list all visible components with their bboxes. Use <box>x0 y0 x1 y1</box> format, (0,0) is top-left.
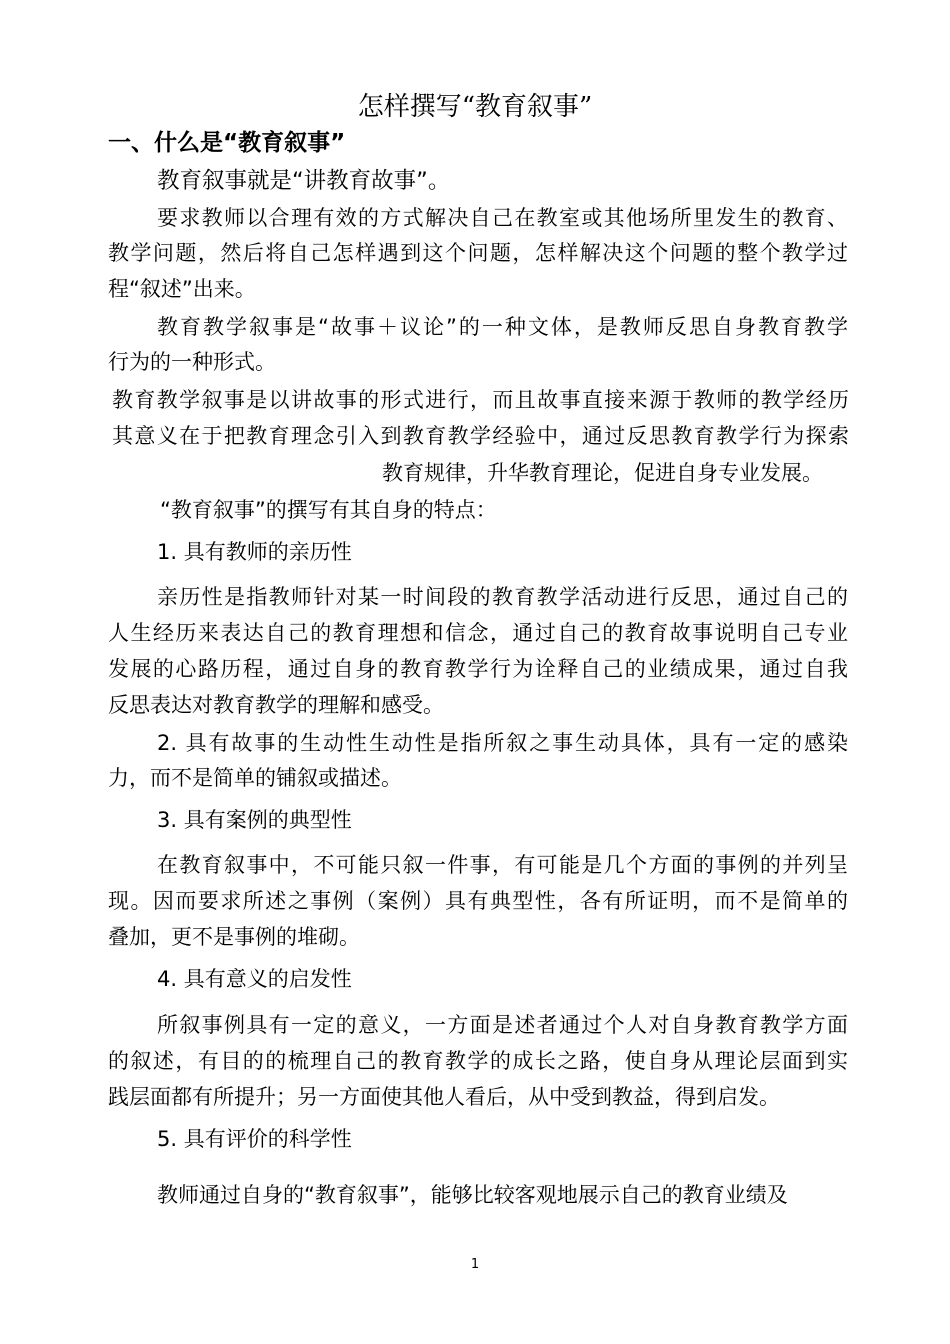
paragraph-line: 教育教学叙事是“故事＋议论”的一种文体，是教师反思自身教育教学 <box>157 315 848 339</box>
section-heading: 一、什么是“教育叙事” <box>108 130 346 156</box>
paragraph-line: 教学问题，然后将自己怎样遇到这个问题，怎样解决这个问题的整个教学过 <box>108 241 848 265</box>
paragraph-line: 反思表达对教育教学的理解和感受。 <box>108 693 444 717</box>
list-item-heading: 4. 具有意义的启发性 <box>157 967 352 991</box>
document-title: 怎样撰写“教育叙事” <box>357 92 593 122</box>
paragraph-line: 发展的心路历程，通过自身的教育教学行为诠释自己的业绩成果，通过自我 <box>108 657 848 681</box>
definition-line: 教育叙事就是“讲教育故事”。 <box>157 168 451 194</box>
paragraph-line: 行为的一种形式。 <box>108 350 276 374</box>
paragraph-line: 人生经历来表达自己的教育理想和信念，通过自己的教育故事说明自己专业 <box>108 621 848 645</box>
list-item-heading: 3. 具有案例的典型性 <box>157 808 352 832</box>
paragraph-line: 践层面都有所提升；另一方面使其他人看后，从中受到教益，得到启发。 <box>108 1085 780 1109</box>
list-item-heading: 2. 具有故事的生动性生动性是指所叙之事生动具体，具有一定的感染 <box>157 731 848 755</box>
paragraph-line: 的叙述，有目的的梳理自己的教育教学的成长之路，使自身从理论层面到实 <box>108 1049 848 1073</box>
paragraph-line: 教育规律，升华教育理论，促进自身专业发展。 <box>382 461 823 485</box>
paragraph-line: 亲历性是指教师针对某一时间段的教育教学活动进行反思，通过自己的 <box>157 585 848 609</box>
paragraph-line: “教育叙事”的撰写有其自身的特点： <box>160 498 497 522</box>
paragraph-line: 叠加，更不是事例的堆砌。 <box>108 925 360 949</box>
page-number: 1 <box>470 1257 480 1272</box>
paragraph-line: 现。因而要求所述之事例（案例）具有典型性，各有所证明，而不是简单的 <box>108 889 848 913</box>
list-item-heading: 5. 具有评价的科学性 <box>157 1127 352 1151</box>
paragraph-line: 所叙事例具有一定的意义，一方面是述者通过个人对自身教育教学方面 <box>157 1013 848 1037</box>
paragraph-line: 教育教学叙事是以讲故事的形式进行，而且故事直接来源于教师的教学经历 <box>112 388 849 412</box>
paragraph-line: 教师通过自身的“教育叙事”，能够比较客观地展示自己的教育业绩及 <box>157 1183 788 1207</box>
paragraph-line: 在教育叙事中，不可能只叙一件事，有可能是几个方面的事例的并列呈 <box>157 853 848 877</box>
paragraph-line: 程“叙述”出来。 <box>108 277 256 301</box>
paragraph-line: 力，而不是简单的铺叙或描述。 <box>108 766 402 790</box>
list-item-heading: 1. 具有教师的亲历性 <box>157 540 352 564</box>
paragraph-line: 其意义在于把教育理念引入到教育教学经验中，通过反思教育教学行为探索 <box>112 424 849 448</box>
paragraph-line: 要求教师以合理有效的方式解决自己在教室或其他场所里发生的教育、 <box>157 206 848 230</box>
